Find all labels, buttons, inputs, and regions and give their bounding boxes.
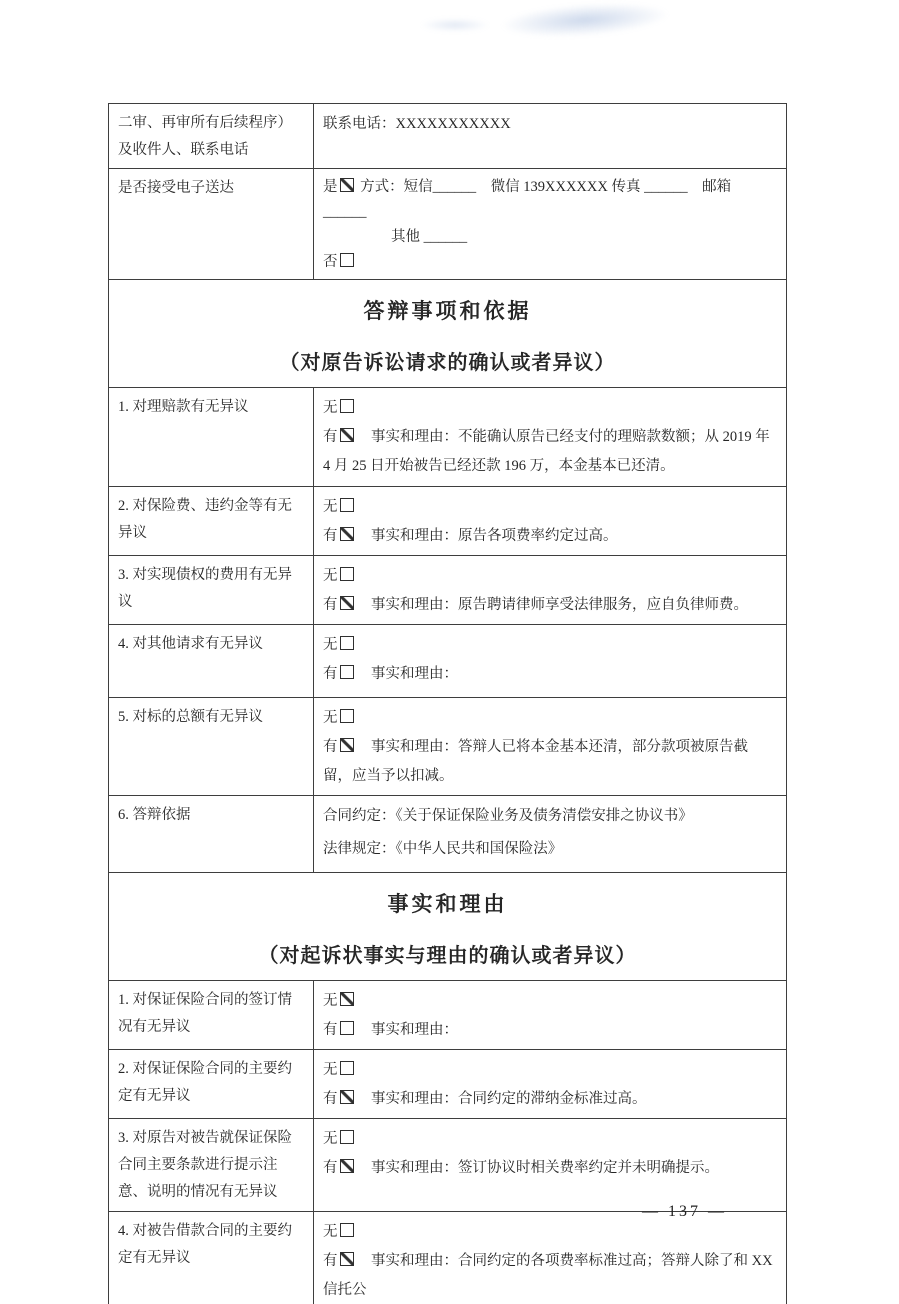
content-line: 有 事实和理由：合同约定的滞纳金标准过高。 (323, 1091, 647, 1107)
content-line: 无 (323, 394, 774, 423)
row-content-cell (314, 556, 786, 624)
row-content-cell (314, 1212, 786, 1304)
table-row (109, 624, 786, 697)
content-line: 无 (323, 1125, 774, 1154)
section-title: 答辩事项和依据 (363, 299, 532, 323)
row-label-cell: 2. 对保证保险合同的主要约定有无异议 (109, 1050, 314, 1118)
table-row (109, 387, 786, 486)
row-label-cell: 3. 对原告对被告就保证保险合同主要条款进行提示注意、说明的情况有无异议 (109, 1119, 314, 1211)
checkbox-unchecked-icon (340, 498, 354, 512)
checkbox-unchecked-icon (340, 1061, 354, 1075)
content-line: 有 事实和理由： (323, 1022, 458, 1038)
checkbox-checked-icon (340, 738, 354, 752)
checkbox-unchecked-icon (340, 1021, 354, 1035)
section-subtitle: （对原告诉讼请求的确认或者异议） (279, 352, 616, 374)
content-line: 是 方式：短信______ 微信 139XXXXXX 传真 ______ 邮箱 ______ (323, 179, 732, 220)
row-content-cell (314, 981, 786, 1049)
row-label-cell: 2. 对保险费、违约金等有无异议 (109, 487, 314, 555)
content-line: 无 (323, 1218, 774, 1247)
row-content-cell (314, 388, 786, 486)
content-line: 无 (323, 987, 774, 1016)
defense-items-rows (109, 387, 786, 872)
section-subtitle: （对起诉状事实与理由的确认或者异议） (258, 945, 637, 967)
table-row (109, 104, 786, 168)
checkbox-checked-icon (340, 992, 354, 1006)
defense-form-table (108, 103, 787, 1304)
row-label-cell: 5. 对标的总额有无异议 (109, 698, 314, 795)
table-row (109, 980, 786, 1049)
scan-smudge-decoration (420, 18, 490, 32)
checkbox-unchecked-icon (340, 253, 354, 267)
content-line: 无 (323, 562, 774, 591)
table-row (109, 1118, 786, 1211)
row-content-cell (314, 796, 786, 872)
row-content-cell (314, 169, 786, 279)
row-label-cell: 是否接受电子送达 (109, 169, 314, 279)
row-content-cell (314, 104, 786, 168)
row-label-cell: 二审、再审所有后续程序）及收件人、联系电话 (109, 104, 314, 168)
row-label-cell: 4. 对被告借款合同的主要约定有无异议 (109, 1212, 314, 1304)
content-line: 有 事实和理由：原告聘请律师享受法律服务，应自负律师费。 (323, 597, 748, 613)
content-line: 有 事实和理由：答辩人已将本金基本还清，部分款项被原告截留，应当予以扣减。 (323, 739, 748, 784)
checkbox-checked-icon (340, 596, 354, 610)
content-line: 有 事实和理由：不能确认原告已经支付的理赔款数额；从 2019 年 4 月 25 日开始被告已经还款 196 万，本金基本已还清。 (323, 429, 770, 474)
checkbox-unchecked-icon (340, 1223, 354, 1237)
row-content-cell (314, 698, 786, 795)
table-row (109, 1049, 786, 1118)
row-content-cell (314, 1119, 786, 1211)
row-content-cell (314, 625, 786, 697)
row-content-cell (314, 1050, 786, 1118)
section-title: 事实和理由 (387, 892, 508, 916)
checkbox-unchecked-icon (340, 636, 354, 650)
page-number: — 137 — (642, 1203, 727, 1220)
table-row (109, 486, 786, 555)
checkbox-unchecked-icon (340, 709, 354, 723)
row-label-cell: 3. 对实现债权的费用有无异议 (109, 556, 314, 624)
checkbox-unchecked-icon (340, 665, 354, 679)
content-line: 无 (323, 493, 774, 522)
table-row (109, 1211, 786, 1304)
content-line: 联系电话：XXXXXXXXXXX (323, 116, 511, 132)
section-header-defense-items (109, 279, 786, 387)
content-line: 否 (323, 250, 774, 275)
content-line: 有 事实和理由：签订协议时相关费率约定并未明确提示。 (323, 1160, 719, 1176)
content-line: 法律规定：《中华人民共和国保险法》 (323, 841, 563, 857)
row-label-cell: 1. 对理赔款有无异议 (109, 388, 314, 486)
checkbox-unchecked-icon (340, 1130, 354, 1144)
content-line: 无 (323, 631, 774, 660)
table-row (109, 697, 786, 795)
table-row (109, 555, 786, 624)
checkbox-checked-icon (340, 1252, 354, 1266)
content-line: 合同约定：《关于保证保险业务及债务清偿安排之协议书》 (323, 808, 693, 824)
checkbox-checked-icon (340, 527, 354, 541)
content-line: 有 事实和理由： (323, 666, 458, 682)
contact-rows (109, 104, 786, 279)
row-label-cell: 6. 答辩依据 (109, 796, 314, 872)
table-row (109, 795, 786, 872)
checkbox-checked-icon (340, 1090, 354, 1104)
row-content-cell (314, 487, 786, 555)
checkbox-checked-icon (340, 178, 354, 192)
scan-smudge-decoration (499, 0, 671, 42)
row-label-cell: 4. 对其他请求有无异议 (109, 625, 314, 697)
row-label-cell: 1. 对保证保险合同的签订情况有无异议 (109, 981, 314, 1049)
checkbox-unchecked-icon (340, 567, 354, 581)
checkbox-checked-icon (340, 428, 354, 442)
facts-reasons-rows (109, 980, 786, 1304)
section-header-facts-reasons (109, 872, 786, 980)
content-line: 无 (323, 704, 774, 733)
checkbox-unchecked-icon (340, 399, 354, 413)
table-row (109, 168, 786, 279)
checkbox-checked-icon (340, 1159, 354, 1173)
content-line: 其他 ______ (391, 229, 468, 245)
content-line: 无 (323, 1056, 774, 1085)
content-line: 有 事实和理由：原告各项费率约定过高。 (323, 528, 618, 544)
content-line: 有 事实和理由：合同约定的各项费率标准过高；答辩人除了和 XX 信托公 (323, 1253, 773, 1298)
